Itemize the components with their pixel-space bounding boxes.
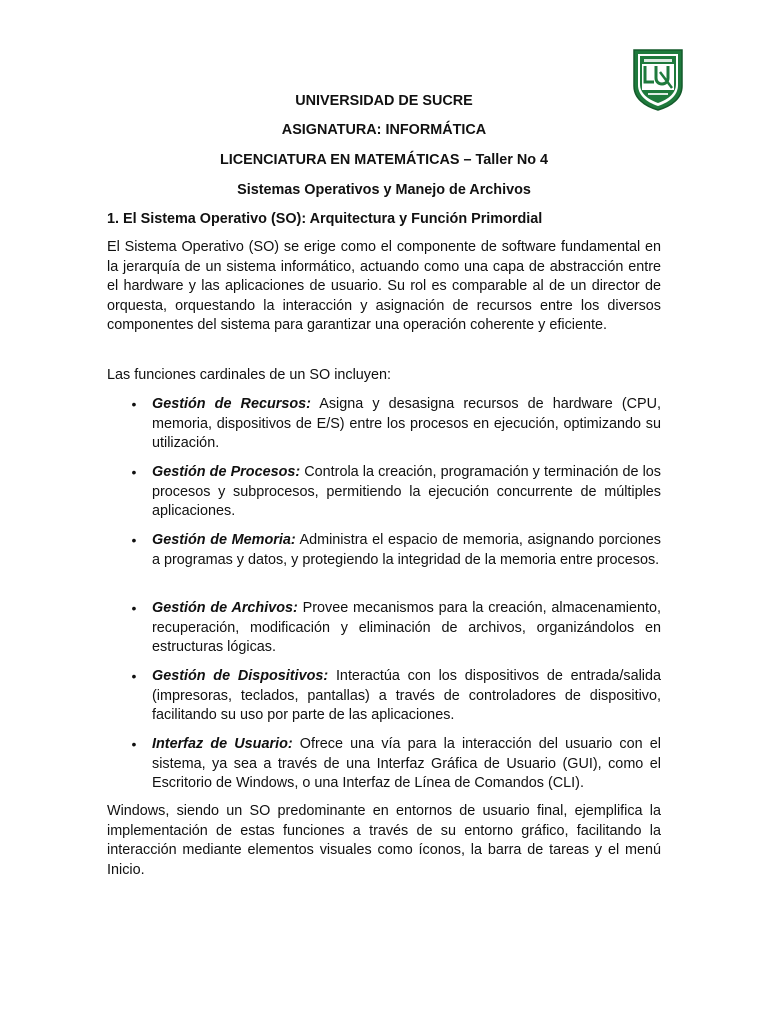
bullet-icon: • — [131, 668, 137, 684]
program-title: LICENCIATURA EN MATEMÁTICAS – Taller No 4 — [219, 152, 549, 168]
function-term: Gestión de Recursos: — [152, 396, 311, 412]
list-item — [131, 531, 662, 570]
topic-title: Sistemas Operativos y Manejo de Archivos — [237, 182, 531, 198]
bullet-icon: • — [131, 736, 137, 752]
function-description: Provee mecanismos para la creación, almacenamiento, recuperación, modificación y eliminación de archivos, organizándolos en estructuras lógicas. — [152, 600, 662, 655]
list-item — [131, 395, 661, 454]
intro-paragraph: El Sistema Operativo (SO) se erige como el componente de software fundamental en la jerarquía de un sistema informático, actuando como una capa de abstracción entre el hardware y las aplicaciones de usuario. Su rol es comparable al de un director de orquesta, orquestando la interacción y asignación de recursos entre los diversos componentes del sistema para garantizar una operación coherente y eficiente. — [107, 239, 661, 333]
list-item — [131, 735, 661, 794]
function-term: Gestión de Dispositivos: — [152, 668, 329, 684]
function-description: Administra el espacio de memoria, asignando porciones a programas y datos, y protegiendo la integridad de la memoria entre procesos. — [152, 532, 662, 568]
function-description: Interactúa con los dispositivos de entrada/salida (impresoras, teclados, pantallas) a través de controladores de dispositivo, facilitando su uso por parte de las aplicaciones. — [152, 668, 662, 723]
bullet-icon: • — [131, 396, 137, 412]
function-term: Gestión de Archivos: — [152, 600, 298, 616]
subject-title: ASIGNATURA: INFORMÁTICA — [281, 122, 487, 138]
list-item — [131, 667, 662, 726]
functions-lead-paragraph: Las funciones cardinales de un SO incluyen: — [107, 367, 391, 383]
function-term: Gestión de Memoria: — [152, 532, 296, 548]
function-term: Gestión de Procesos: — [152, 464, 301, 480]
function-description: Controla la creación, programación y terminación de los procesos y subprocesos, permitiendo la ejecución concurrente de múltiples aplicaciones. — [152, 464, 661, 519]
bullet-icon: • — [131, 600, 137, 616]
closing-paragraph: Windows, siendo un SO predominante en entornos de usuario final, ejemplifica la implementación de estas funciones a través de su entorno gráfico, facilitando la interacción mediante elementos visuales como íconos, la barra de tareas y el menú Inicio. — [107, 803, 661, 878]
function-description: Asigna y desasigna recursos de hardware (CPU, memoria, dispositivos de E/S) entre los procesos en ejecución, optimizando su utilización. — [152, 396, 661, 451]
university-title: UNIVERSIDAD DE SUCRE — [295, 93, 473, 109]
function-term: Interfaz de Usuario: — [152, 736, 293, 752]
bullet-icon: • — [131, 464, 137, 480]
bullet-icon: • — [131, 532, 137, 548]
section-heading: 1. El Sistema Operativo (SO): Arquitectura y Función Primordial — [107, 211, 543, 227]
list-item — [131, 599, 662, 658]
function-description: Ofrece una vía para la interacción del usuario con el sistema, ya sea a través de una Interfaz Gráfica de Usuario (GUI), como el Escritorio de Windows, o una Interfaz de Línea de Comandos (CLI). — [152, 736, 661, 791]
list-item — [131, 463, 661, 522]
